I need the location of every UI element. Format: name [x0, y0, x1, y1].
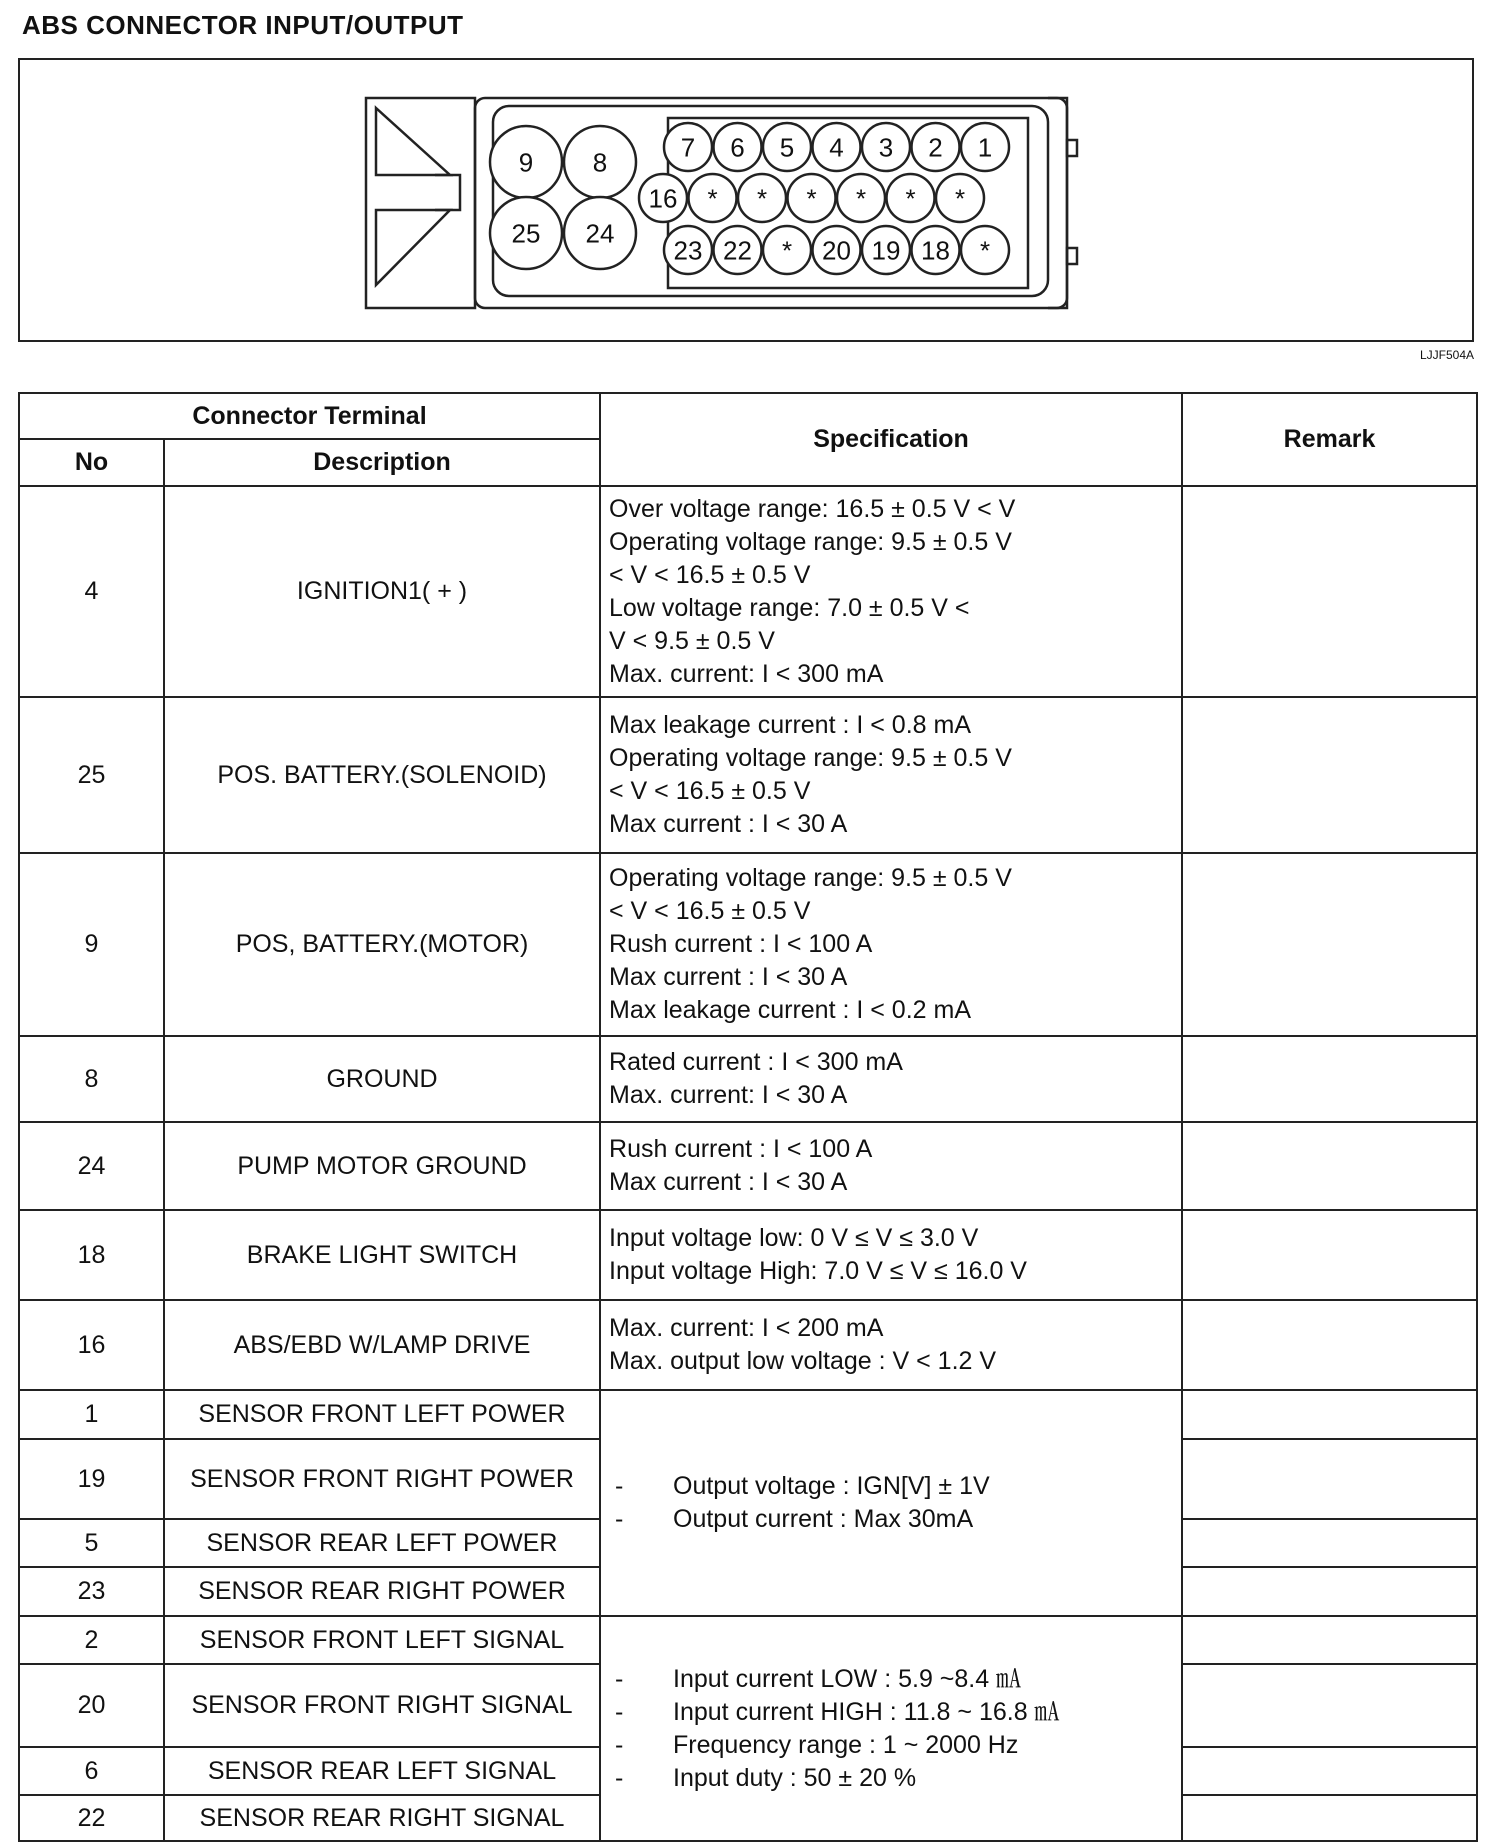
bullet-text: Input duty : 50 ± 20 %	[673, 1763, 917, 1792]
table-row	[19, 853, 1477, 1036]
terminal-description: SENSOR REAR LEFT SIGNAL	[164, 1747, 600, 1795]
bullet-text: Output voltage : IGN[V] ± 1V	[673, 1472, 990, 1500]
pin-label: *	[979, 235, 991, 266]
pin-label: 1	[977, 132, 993, 163]
terminal-description: SENSOR FRONT RIGHT SIGNAL	[164, 1664, 600, 1747]
terminal-description: POS, BATTERY.(MOTOR)	[164, 853, 600, 1036]
bullet-dash: -	[615, 1763, 624, 1792]
terminal-no: 16	[19, 1300, 164, 1390]
terminal-description: SENSOR REAR RIGHT SIGNAL	[164, 1795, 600, 1841]
table-row	[19, 1210, 1477, 1300]
remark-cell	[1182, 1210, 1477, 1300]
remark-cell	[1182, 1567, 1477, 1616]
pin-label: 19	[871, 235, 901, 266]
spec-line: Max current : I < 30 A	[609, 1168, 848, 1196]
spec-line: Input voltage High: 7.0 V ≤ V ≤ 16.0 V	[609, 1257, 1027, 1285]
pin-label: *	[954, 183, 966, 214]
spec-bullet-line	[615, 1470, 1173, 1503]
terminal-description: SENSOR FRONT LEFT POWER	[164, 1390, 600, 1439]
connector-diagram	[18, 58, 1474, 342]
pin-label: 3	[878, 132, 894, 163]
terminal-no: 4	[19, 486, 164, 697]
table-body	[19, 486, 1477, 1841]
connector-pins	[490, 123, 1009, 274]
bullet-dash: -	[615, 1505, 624, 1533]
spec-bullet-line	[615, 1762, 1173, 1795]
terminal-no: 24	[19, 1122, 164, 1210]
spec-line: Input voltage low: 0 V ≤ V ≤ 3.0 V	[609, 1224, 979, 1252]
pin-label: 9	[518, 147, 534, 178]
spec-line: Rush current : I < 100 A	[609, 930, 873, 958]
terminal-description: POS. BATTERY.(SOLENOID)	[164, 697, 600, 853]
remark-cell	[1182, 1036, 1477, 1122]
spec-bullet-line	[615, 1663, 1173, 1696]
spec-line: Max leakage current : I < 0.8 mA	[609, 711, 971, 739]
bullet-dash: -	[615, 1472, 624, 1500]
table-row	[19, 1300, 1477, 1390]
remark-cell	[1182, 1519, 1477, 1567]
terminal-no: 25	[19, 697, 164, 853]
pin-label: *	[756, 183, 768, 214]
table-row	[19, 1390, 1477, 1439]
remark-cell	[1182, 1795, 1477, 1841]
sensor-signal-spec	[600, 1616, 1182, 1841]
pin-label: 5	[779, 132, 795, 163]
spec-line: V < 9.5 ± 0.5 V	[609, 626, 775, 655]
pin-label: 6	[730, 132, 745, 163]
terminal-description: PUMP MOTOR GROUND	[164, 1122, 600, 1210]
pin-label: *	[855, 183, 867, 214]
table-row	[19, 697, 1477, 853]
spec-line: Max. current: I < 300 mA	[609, 659, 884, 688]
terminal-no: 2	[19, 1616, 164, 1664]
spec-bullet-line	[615, 1503, 1173, 1536]
spec-bullet-line	[615, 1696, 1173, 1729]
pin-label: *	[806, 183, 817, 214]
pin-label: 22	[723, 235, 752, 266]
bullet-text: Input current LOW : 5.9 ~8.4 ㎃	[673, 1664, 1022, 1693]
remark-cell	[1182, 1747, 1477, 1795]
pin-label: 4	[829, 132, 844, 163]
spec-line: Operating voltage range: 9.5 ± 0.5 V	[609, 864, 1012, 892]
specification-cell	[600, 1300, 1182, 1390]
specification-cell	[600, 1036, 1182, 1122]
pin-label: 25	[511, 218, 541, 249]
spec-line: < V < 16.5 ± 0.5 V	[609, 897, 811, 925]
spec-line: < V < 16.5 ± 0.5 V	[609, 777, 811, 805]
pin-label: 24	[585, 218, 615, 249]
remark-cell	[1182, 697, 1477, 853]
bullet-dash: -	[615, 1664, 624, 1693]
spec-line: Operating voltage range: 9.5 ± 0.5 V	[609, 744, 1012, 772]
terminal-spec-table	[18, 392, 1478, 1842]
terminal-no: 9	[19, 853, 164, 1036]
pin-label: 18	[921, 235, 950, 266]
bullet-text: Input current HIGH : 11.8 ~ 16.8 ㎃	[673, 1697, 1060, 1726]
description-header: Description	[164, 439, 600, 486]
spec-line: < V < 16.5 ± 0.5 V	[609, 560, 811, 589]
table-row	[19, 1122, 1477, 1210]
table-row	[19, 486, 1477, 697]
remark-cell	[1182, 853, 1477, 1036]
terminal-no: 23	[19, 1567, 164, 1616]
connector-terminal-header: Connector Terminal	[19, 393, 600, 439]
remark-header: Remark	[1182, 393, 1477, 486]
bullet-dash: -	[615, 1730, 624, 1759]
pin-label: *	[781, 235, 793, 266]
remark-cell	[1182, 1300, 1477, 1390]
pin-label: 23	[673, 235, 703, 266]
remark-cell	[1182, 1390, 1477, 1439]
connector-drawing	[20, 60, 1476, 344]
terminal-no: 8	[19, 1036, 164, 1122]
table-row	[19, 1616, 1477, 1664]
table-row	[19, 1036, 1477, 1122]
remark-cell	[1182, 1122, 1477, 1210]
spec-line: Low voltage range: 7.0 ± 0.5 V <	[609, 593, 970, 622]
specification-cell	[600, 486, 1182, 697]
remark-cell	[1182, 486, 1477, 697]
sensor-power-spec	[600, 1390, 1182, 1616]
pin-label: 16	[648, 183, 678, 214]
remark-cell	[1182, 1439, 1477, 1519]
spec-line: Over voltage range: 16.5 ± 0.5 V < V	[609, 494, 1016, 523]
terminal-no: 1	[19, 1390, 164, 1439]
spec-line: Max. current: I < 200 mA	[609, 1314, 884, 1342]
figure-code: LJJF504A	[1419, 348, 1474, 362]
page-title: ABS CONNECTOR INPUT/OUTPUT	[22, 10, 464, 40]
remark-cell	[1182, 1616, 1477, 1664]
bullet-dash: -	[615, 1697, 624, 1726]
terminal-no: 5	[19, 1519, 164, 1567]
terminal-description: SENSOR FRONT LEFT SIGNAL	[164, 1616, 600, 1664]
spec-line: Max leakage current : I < 0.2 mA	[609, 996, 971, 1024]
terminal-description: ABS/EBD W/LAMP DRIVE	[164, 1300, 600, 1390]
remark-cell	[1182, 1664, 1477, 1747]
spec-line: Max. current: I < 30 A	[609, 1081, 848, 1109]
terminal-description: SENSOR REAR RIGHT POWER	[164, 1567, 600, 1616]
bullet-text: Frequency range : 1 ~ 2000 Hz	[673, 1730, 1019, 1759]
bullet-text: Output current : Max 30mA	[673, 1505, 974, 1533]
specification-cell	[600, 853, 1182, 1036]
spec-line: Operating voltage range: 9.5 ± 0.5 V	[609, 527, 1012, 556]
terminal-no: 6	[19, 1747, 164, 1795]
specification-cell	[600, 1122, 1182, 1210]
spec-bullet-line	[615, 1729, 1173, 1762]
terminal-description: BRAKE LIGHT SWITCH	[164, 1210, 600, 1300]
pin-label: *	[905, 183, 916, 214]
terminal-description: GROUND	[164, 1036, 600, 1122]
spec-line: Max current : I < 30 A	[609, 963, 848, 991]
terminal-description: SENSOR FRONT RIGHT POWER	[164, 1439, 600, 1519]
terminal-description: SENSOR REAR LEFT POWER	[164, 1519, 600, 1567]
pin-label: 7	[680, 132, 696, 163]
pin-label: 20	[822, 235, 851, 266]
spec-line: Max. output low voltage : V < 1.2 V	[609, 1347, 997, 1375]
terminal-no: 20	[19, 1664, 164, 1747]
specification-cell	[600, 1210, 1182, 1300]
terminal-no: 22	[19, 1795, 164, 1841]
pin-label: 8	[592, 147, 608, 178]
spec-line: Rated current : I < 300 mA	[609, 1048, 903, 1076]
spec-line: Max current : I < 30 A	[609, 810, 848, 838]
pin-label: 2	[928, 132, 943, 163]
pin-label: *	[707, 183, 718, 214]
specification-cell	[600, 697, 1182, 853]
no-header: No	[19, 439, 164, 486]
terminal-description: IGNITION1( + )	[164, 486, 600, 697]
specification-header: Specification	[600, 393, 1182, 486]
terminal-no: 18	[19, 1210, 164, 1300]
terminal-no: 19	[19, 1439, 164, 1519]
spec-line: Rush current : I < 100 A	[609, 1135, 873, 1163]
